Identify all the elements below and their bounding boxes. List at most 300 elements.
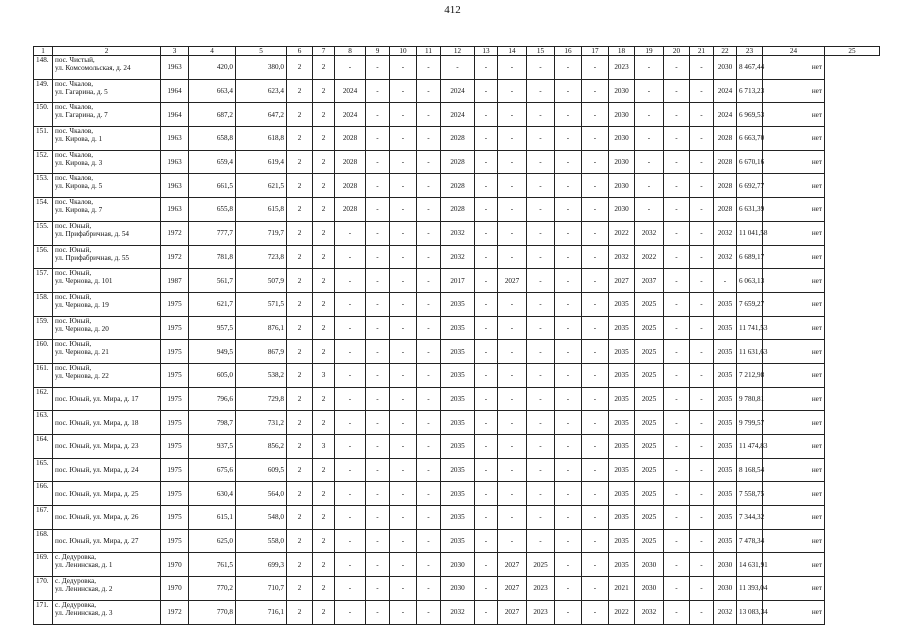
cell-col-20: - xyxy=(664,198,690,222)
cell-col-4: 781,8 xyxy=(189,245,236,269)
address-line-1: пос. Юный, xyxy=(55,245,92,254)
cell-col-5: 699,3 xyxy=(236,553,287,577)
cell-col-17: - xyxy=(582,150,609,174)
cell-col-8: - xyxy=(335,269,366,293)
cell-col-9: - xyxy=(366,363,390,387)
cell-col-15: 2023 xyxy=(527,600,555,624)
cell-col-12: 2035 xyxy=(441,316,475,340)
cell-col-4: 659,4 xyxy=(189,150,236,174)
row-number: 158. xyxy=(34,292,53,316)
cell-col-5: 876,1 xyxy=(236,316,287,340)
cell-col-21: - xyxy=(690,411,714,435)
row-number: 159. xyxy=(34,316,53,340)
cell-col-12: 2028 xyxy=(441,174,475,198)
cell-col-14: - xyxy=(498,127,527,151)
cell-col-9: - xyxy=(366,340,390,364)
cell-col-4: 615,1 xyxy=(189,506,236,530)
cell-col-5: 558,0 xyxy=(236,529,287,553)
cell-col-15: - xyxy=(527,269,555,293)
cell-col-7: 2 xyxy=(313,529,335,553)
cell-col-23: 11 393,04 xyxy=(737,577,763,601)
column-header: 10 xyxy=(390,47,417,56)
cell-col-23: 7 659,27 xyxy=(737,292,763,316)
cell-col-21: - xyxy=(690,387,714,411)
cell-col-23: 6 663,70 xyxy=(737,127,763,151)
cell-col-10: - xyxy=(390,387,417,411)
cell-col-6: 2 xyxy=(287,292,313,316)
cell-col-12: 2035 xyxy=(441,458,475,482)
page-number: 412 xyxy=(444,4,461,16)
cell-col-13: - xyxy=(475,174,498,198)
cell-col-14: - xyxy=(498,316,527,340)
cell-col-9: - xyxy=(366,411,390,435)
column-header: 14 xyxy=(498,47,527,56)
column-header: 19 xyxy=(635,47,664,56)
cell-col-4: 949,5 xyxy=(189,340,236,364)
cell-col-5: 564,0 xyxy=(236,482,287,506)
cell-col-9: - xyxy=(366,577,390,601)
column-header: 13 xyxy=(475,47,498,56)
cell-col-24: нет xyxy=(763,127,825,151)
cell-col-4: 675,6 xyxy=(189,458,236,482)
cell-col-19: 2025 xyxy=(635,292,664,316)
address-cell xyxy=(53,577,161,601)
cell-col-15: - xyxy=(527,387,555,411)
cell-col-5: 856,2 xyxy=(236,435,287,459)
cell-col-7: 2 xyxy=(313,316,335,340)
cell-col-9: - xyxy=(366,482,390,506)
cell-col-24: нет xyxy=(763,411,825,435)
address-cell xyxy=(53,435,161,459)
cell-col-15: - xyxy=(527,340,555,364)
cell-col-11: - xyxy=(417,316,441,340)
cell-col-9: - xyxy=(366,529,390,553)
cell-col-8: 2028 xyxy=(335,127,366,151)
cell-col-5: 380,0 xyxy=(236,56,287,80)
cell-col-17: - xyxy=(582,458,609,482)
table-row xyxy=(34,150,880,174)
cell-col-12: 2035 xyxy=(441,292,475,316)
table-row xyxy=(34,174,880,198)
cell-col-13: - xyxy=(475,127,498,151)
cell-col-13: - xyxy=(475,435,498,459)
cell-col-12: 2024 xyxy=(441,103,475,127)
row-number: 170. xyxy=(34,577,53,601)
cell-col-22: 2035 xyxy=(714,411,737,435)
address-line-1: пос. Чкалов, xyxy=(55,198,94,207)
cell-col-14: 2027 xyxy=(498,553,527,577)
address-line-1: пос. Чистый, xyxy=(55,56,95,64)
cell-col-10: - xyxy=(390,127,417,151)
column-header: 12 xyxy=(441,47,475,56)
cell-col-19: 2037 xyxy=(635,269,664,293)
cell-col-6: 2 xyxy=(287,529,313,553)
cell-col-3: 1975 xyxy=(161,363,189,387)
column-header: 23 xyxy=(737,47,763,56)
cell-col-7: 2 xyxy=(313,600,335,624)
cell-col-14: - xyxy=(498,245,527,269)
address-cell xyxy=(53,245,161,269)
cell-col-8: - xyxy=(335,363,366,387)
cell-col-14: - xyxy=(498,435,527,459)
cell-col-7: 2 xyxy=(313,458,335,482)
cell-col-21: - xyxy=(690,174,714,198)
cell-col-8: - xyxy=(335,292,366,316)
address-line-1: пос. Юный, xyxy=(55,292,92,301)
cell-col-8: - xyxy=(335,553,366,577)
address-line-2: ул. Чернова, д. 22 xyxy=(55,371,109,380)
cell-col-23: 11 041,58 xyxy=(737,221,763,245)
cell-col-12: 2035 xyxy=(441,482,475,506)
cell-col-20: - xyxy=(664,482,690,506)
cell-col-10: - xyxy=(390,553,417,577)
cell-col-17: - xyxy=(582,292,609,316)
cell-col-13: - xyxy=(475,600,498,624)
cell-col-21: - xyxy=(690,79,714,103)
cell-col-16: - xyxy=(555,245,582,269)
cell-col-19: - xyxy=(635,174,664,198)
address-line-1: пос. Юный, ул. Мира, д. 17 xyxy=(55,394,139,403)
cell-col-17: - xyxy=(582,103,609,127)
cell-col-17: - xyxy=(582,506,609,530)
cell-col-21: - xyxy=(690,56,714,80)
cell-col-23: 6 713,23 xyxy=(737,79,763,103)
cell-col-5: 710,7 xyxy=(236,577,287,601)
cell-col-10: - xyxy=(390,56,417,80)
cell-col-18: 2035 xyxy=(609,506,635,530)
cell-col-7: 2 xyxy=(313,387,335,411)
cell-col-4: 561,7 xyxy=(189,269,236,293)
cell-col-8: - xyxy=(335,577,366,601)
cell-col-20: - xyxy=(664,269,690,293)
cell-col-19: - xyxy=(635,103,664,127)
cell-col-9: - xyxy=(366,198,390,222)
cell-col-23: 6 670,16 xyxy=(737,150,763,174)
cell-col-6: 2 xyxy=(287,482,313,506)
cell-col-17: - xyxy=(582,600,609,624)
cell-col-16: - xyxy=(555,577,582,601)
table-row xyxy=(34,221,880,245)
address-cell xyxy=(53,506,161,530)
row-number: 151. xyxy=(34,127,53,151)
cell-col-12: 2030 xyxy=(441,553,475,577)
cell-col-21: - xyxy=(690,340,714,364)
cell-col-7: 2 xyxy=(313,245,335,269)
cell-col-4: 937,5 xyxy=(189,435,236,459)
cell-col-9: - xyxy=(366,56,390,80)
cell-col-14: - xyxy=(498,103,527,127)
cell-col-18: 2035 xyxy=(609,553,635,577)
cell-col-21: - xyxy=(690,150,714,174)
cell-col-17: - xyxy=(582,411,609,435)
cell-col-20: - xyxy=(664,363,690,387)
cell-col-3: 1963 xyxy=(161,127,189,151)
address-line-1: пос. Юный, ул. Мира, д. 18 xyxy=(55,418,139,427)
cell-col-13: - xyxy=(475,577,498,601)
cell-col-19: 2030 xyxy=(635,577,664,601)
cell-col-15: - xyxy=(527,363,555,387)
cell-col-15: - xyxy=(527,435,555,459)
cell-col-7: 2 xyxy=(313,292,335,316)
address-line-2: ул. Прифабричная, д. 54 xyxy=(55,229,130,238)
address-cell xyxy=(53,150,161,174)
cell-col-8: - xyxy=(335,245,366,269)
cell-col-6: 2 xyxy=(287,577,313,601)
table-row xyxy=(34,340,880,364)
cell-col-14: - xyxy=(498,458,527,482)
address-line-2: ул. Кирова, д. 3 xyxy=(55,158,103,167)
cell-col-5: 647,2 xyxy=(236,103,287,127)
cell-col-4: 761,5 xyxy=(189,553,236,577)
cell-col-17: - xyxy=(582,127,609,151)
address-line-2: ул. Гагарина, д. 7 xyxy=(55,111,108,120)
cell-col-9: - xyxy=(366,292,390,316)
cell-col-11: - xyxy=(417,269,441,293)
cell-col-18: 2030 xyxy=(609,127,635,151)
table-row xyxy=(34,292,880,316)
row-number: 164. xyxy=(34,435,53,459)
cell-col-13: - xyxy=(475,458,498,482)
cell-col-3: 1975 xyxy=(161,316,189,340)
cell-col-11: - xyxy=(417,553,441,577)
cell-col-11: - xyxy=(417,292,441,316)
cell-col-21: - xyxy=(690,198,714,222)
address-line-1: пос. Юный, ул. Мира, д. 27 xyxy=(55,537,139,546)
cell-col-14: 2027 xyxy=(498,600,527,624)
cell-col-4: 777,7 xyxy=(189,221,236,245)
address-line-1: пос. Чкалов, xyxy=(55,127,94,136)
cell-col-17: - xyxy=(582,56,609,80)
cell-col-7: 2 xyxy=(313,411,335,435)
cell-col-22: 2028 xyxy=(714,174,737,198)
column-number-row xyxy=(34,47,880,56)
cell-col-3: 1975 xyxy=(161,387,189,411)
address-line-1: пос. Юный, xyxy=(55,221,92,230)
cell-col-15: - xyxy=(527,79,555,103)
cell-col-11: - xyxy=(417,245,441,269)
address-cell xyxy=(53,316,161,340)
cell-col-13: - xyxy=(475,387,498,411)
cell-col-24: нет xyxy=(763,553,825,577)
row-number: 157. xyxy=(34,269,53,293)
cell-col-17: - xyxy=(582,553,609,577)
table-row xyxy=(34,529,880,553)
cell-col-9: - xyxy=(366,127,390,151)
cell-col-18: 2035 xyxy=(609,387,635,411)
cell-col-4: 655,8 xyxy=(189,198,236,222)
address-line-2: ул. Кирова, д. 5 xyxy=(55,182,103,191)
cell-col-13: - xyxy=(475,292,498,316)
cell-col-3: 1970 xyxy=(161,553,189,577)
address-cell xyxy=(53,387,161,411)
column-header: 6 xyxy=(287,47,313,56)
cell-col-18: 2035 xyxy=(609,411,635,435)
cell-col-12: 2017 xyxy=(441,269,475,293)
address-cell xyxy=(53,269,161,293)
cell-col-20: - xyxy=(664,127,690,151)
cell-col-5: 571,5 xyxy=(236,292,287,316)
cell-col-17: - xyxy=(582,221,609,245)
cell-col-15: - xyxy=(527,150,555,174)
cell-col-16: - xyxy=(555,174,582,198)
cell-col-11: - xyxy=(417,411,441,435)
cell-col-10: - xyxy=(390,150,417,174)
address-line-2: ул. Ленинская, д. 3 xyxy=(55,608,113,617)
cell-col-13: - xyxy=(475,363,498,387)
cell-col-10: - xyxy=(390,269,417,293)
cell-col-10: - xyxy=(390,245,417,269)
cell-col-20: - xyxy=(664,103,690,127)
cell-col-3: 1963 xyxy=(161,198,189,222)
cell-col-6: 2 xyxy=(287,553,313,577)
cell-col-13: - xyxy=(475,269,498,293)
cell-col-17: - xyxy=(582,79,609,103)
cell-col-22: 2024 xyxy=(714,79,737,103)
cell-col-6: 2 xyxy=(287,56,313,80)
column-header: 9 xyxy=(366,47,390,56)
cell-col-6: 2 xyxy=(287,458,313,482)
cell-col-18: 2030 xyxy=(609,150,635,174)
address-line-1: с. Дедуровка, xyxy=(55,600,97,609)
cell-col-15: - xyxy=(527,529,555,553)
cell-col-21: - xyxy=(690,221,714,245)
cell-col-22: 2035 xyxy=(714,340,737,364)
cell-col-6: 2 xyxy=(287,387,313,411)
row-number: 163. xyxy=(34,411,53,435)
cell-col-24: нет xyxy=(763,600,825,624)
cell-col-10: - xyxy=(390,411,417,435)
cell-col-15: - xyxy=(527,103,555,127)
cell-col-21: - xyxy=(690,435,714,459)
cell-col-12: 2028 xyxy=(441,198,475,222)
cell-col-14: - xyxy=(498,506,527,530)
cell-col-17: - xyxy=(582,174,609,198)
table-body xyxy=(34,56,880,625)
table-row xyxy=(34,316,880,340)
cell-col-7: 3 xyxy=(313,435,335,459)
cell-col-20: - xyxy=(664,150,690,174)
address-cell xyxy=(53,411,161,435)
cell-col-11: - xyxy=(417,363,441,387)
column-header: 2 xyxy=(53,47,161,56)
cell-col-23: 6 969,53 xyxy=(737,103,763,127)
cell-col-3: 1975 xyxy=(161,506,189,530)
cell-col-24: нет xyxy=(763,269,825,293)
address-line-2: ул. Чернова, д. 101 xyxy=(55,277,113,286)
cell-col-6: 2 xyxy=(287,174,313,198)
cell-col-21: - xyxy=(690,363,714,387)
column-header: 17 xyxy=(582,47,609,56)
cell-col-3: 1975 xyxy=(161,458,189,482)
address-line-2: ул. Ленинская, д. 2 xyxy=(55,585,113,594)
address-line-2: ул. Ленинская, д. 1 xyxy=(55,561,113,570)
cell-col-5: 729,8 xyxy=(236,387,287,411)
cell-col-22: 2035 xyxy=(714,435,737,459)
cell-col-19: 2032 xyxy=(635,221,664,245)
address-line-1: пос. Юный, ул. Мира, д. 24 xyxy=(55,466,139,475)
table-row xyxy=(34,411,880,435)
address-line-2: ул. Чернова, д. 19 xyxy=(55,300,109,309)
cell-col-10: - xyxy=(390,458,417,482)
cell-col-10: - xyxy=(390,435,417,459)
cell-col-23: 11 474,83 xyxy=(737,435,763,459)
cell-col-16: - xyxy=(555,103,582,127)
cell-col-19: 2025 xyxy=(635,316,664,340)
address-line-2: ул. Гагарина, д. 5 xyxy=(55,87,108,96)
cell-col-18: 2023 xyxy=(609,56,635,80)
cell-col-11: - xyxy=(417,529,441,553)
cell-col-11: - xyxy=(417,150,441,174)
cell-col-4: 796,6 xyxy=(189,387,236,411)
cell-col-3: 1975 xyxy=(161,340,189,364)
cell-col-4: 687,2 xyxy=(189,103,236,127)
cell-col-19: 2025 xyxy=(635,387,664,411)
cell-col-7: 2 xyxy=(313,269,335,293)
table-row xyxy=(34,269,880,293)
cell-col-20: - xyxy=(664,292,690,316)
cell-col-22: 2032 xyxy=(714,600,737,624)
cell-col-19: - xyxy=(635,79,664,103)
cell-col-3: 1972 xyxy=(161,221,189,245)
cell-col-15: 2023 xyxy=(527,577,555,601)
cell-col-16: - xyxy=(555,458,582,482)
cell-col-22: 2035 xyxy=(714,482,737,506)
cell-col-16: - xyxy=(555,600,582,624)
cell-col-15: - xyxy=(527,292,555,316)
cell-col-23: 7 478,34 xyxy=(737,529,763,553)
table-row xyxy=(34,482,880,506)
cell-col-12: 2032 xyxy=(441,600,475,624)
address-cell xyxy=(53,174,161,198)
cell-col-4: 770,8 xyxy=(189,600,236,624)
cell-col-16: - xyxy=(555,411,582,435)
cell-col-21: - xyxy=(690,127,714,151)
cell-col-5: 716,1 xyxy=(236,600,287,624)
cell-col-5: 548,0 xyxy=(236,506,287,530)
column-header: 15 xyxy=(527,47,555,56)
column-header: 25 xyxy=(825,47,880,56)
table-row xyxy=(34,553,880,577)
row-number: 166. xyxy=(34,482,53,506)
address-line-1: пос. Чкалов, xyxy=(55,79,94,88)
cell-col-16: - xyxy=(555,553,582,577)
address-cell xyxy=(53,482,161,506)
cell-col-12: 2032 xyxy=(441,245,475,269)
column-header: 8 xyxy=(335,47,366,56)
cell-col-10: - xyxy=(390,506,417,530)
cell-col-9: - xyxy=(366,103,390,127)
cell-col-10: - xyxy=(390,577,417,601)
cell-col-13: - xyxy=(475,221,498,245)
cell-col-11: - xyxy=(417,127,441,151)
address-cell xyxy=(53,529,161,553)
cell-col-20: - xyxy=(664,387,690,411)
cell-col-21: - xyxy=(690,269,714,293)
cell-col-18: 2035 xyxy=(609,482,635,506)
cell-col-13: - xyxy=(475,529,498,553)
cell-col-17: - xyxy=(582,245,609,269)
cell-col-8: - xyxy=(335,387,366,411)
cell-col-22: 2035 xyxy=(714,387,737,411)
address-cell xyxy=(53,600,161,624)
cell-col-6: 2 xyxy=(287,150,313,174)
cell-col-18: 2021 xyxy=(609,577,635,601)
cell-col-4: 957,5 xyxy=(189,316,236,340)
cell-col-6: 2 xyxy=(287,506,313,530)
address-cell xyxy=(53,458,161,482)
cell-col-13: - xyxy=(475,79,498,103)
cell-col-22: 2035 xyxy=(714,529,737,553)
